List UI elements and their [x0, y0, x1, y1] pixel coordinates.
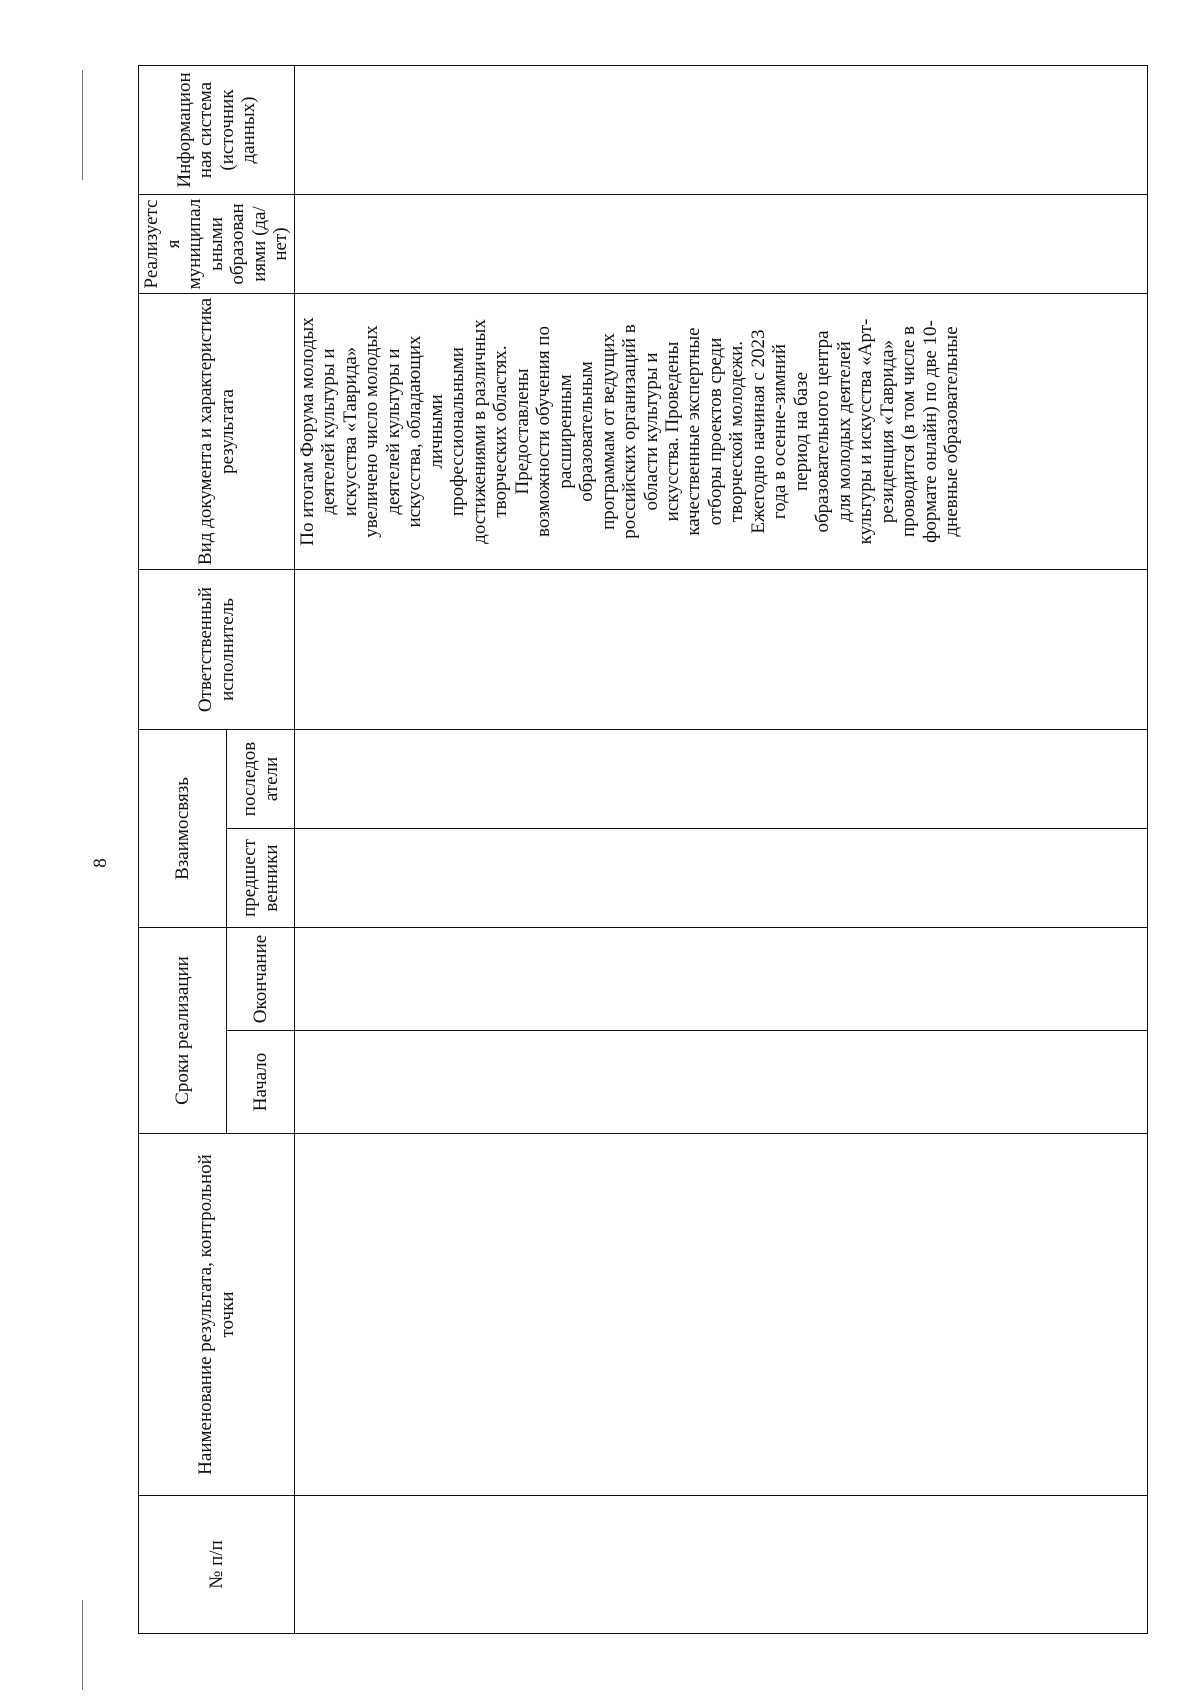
- scan-margin-line-top: [82, 70, 83, 180]
- doc-type-line: увеличено число молодых: [361, 325, 383, 538]
- doc-type-line: культуры и искусства «Арт-: [855, 318, 877, 545]
- doc-type-line: российских организаций в: [619, 324, 641, 539]
- doc-type-line: расширенным: [554, 374, 576, 489]
- doc-type-line: личными: [425, 394, 447, 469]
- doc-type-line: творческих областях.: [490, 345, 512, 518]
- doc-type-line: года в осенне-зимний: [769, 343, 791, 520]
- results-table: [138, 65, 1148, 1634]
- doc-type-line: деятелей культуры и: [382, 348, 404, 515]
- header-info-system: Информацион ная система (источник данных): [139, 66, 295, 195]
- cell-end: [295, 928, 1148, 1031]
- header-terms: Сроки реализации: [139, 928, 227, 1134]
- doc-type-line: отборы проектов среди: [704, 337, 726, 526]
- cell-info-system: [295, 66, 1148, 195]
- doc-type-line: искусства. Проведены: [661, 341, 683, 522]
- header-link: Взаимосвязь: [139, 730, 227, 928]
- doc-type-line: Предоставлены: [511, 368, 533, 495]
- doc-type-line: области культуры и: [640, 352, 662, 511]
- doc-type-line: проводится (в том числе в: [898, 325, 920, 538]
- doc-type-line: искусства «Таврида»: [339, 346, 361, 517]
- doc-type-line: творческой молодежи.: [726, 340, 748, 523]
- doc-type-line: программам от ведущих: [597, 333, 619, 530]
- doc-type-line: По итогам Форума молодых: [297, 317, 318, 546]
- header-municipal: Реализуетс я муниципал ьными образован иями (да/нет): [139, 195, 295, 294]
- cell-successors: [295, 730, 1148, 829]
- scan-margin-line-bottom: [82, 1600, 83, 1690]
- doc-type-line: достижениями в различных: [468, 319, 490, 544]
- doc-type-line: профессиональными: [447, 347, 469, 516]
- doc-type-line: качественные экспертные: [683, 327, 705, 536]
- table-row: [295, 66, 1148, 1634]
- header-end: Окончание: [227, 928, 295, 1031]
- doc-type-line: Ежегодно начиная с 2023: [747, 329, 769, 534]
- doc-type-line: резиденция «Таврида»: [876, 339, 898, 524]
- doc-type-line: возможности обучения по: [533, 326, 555, 537]
- doc-type-line: формате онлайн) по две 10-: [919, 320, 941, 543]
- cell-name: [295, 1134, 1148, 1496]
- doc-type-line: дневные образовательные: [941, 326, 963, 537]
- header-row-1: [139, 66, 227, 1634]
- header-predecessors: предшест венники: [227, 829, 295, 928]
- rotated-page-content: [138, 66, 1148, 1634]
- header-num: № п/п: [139, 1496, 295, 1634]
- header-start: Начало: [227, 1031, 295, 1134]
- page-number: 8: [89, 858, 111, 868]
- header-name: Наименование результата, контрольной точки: [139, 1134, 295, 1496]
- cell-doc-type: [295, 294, 1148, 570]
- cell-start: [295, 1031, 1148, 1134]
- header-responsible: Ответственный исполнитель: [139, 570, 295, 730]
- header-successors: последов атели: [227, 730, 295, 829]
- doc-type-line: для молодых деятелей: [833, 341, 855, 522]
- doc-type-line: образовательного центра: [812, 330, 834, 533]
- doc-type-line: образовательным: [576, 361, 598, 502]
- doc-type-line: период на базе: [790, 371, 812, 492]
- cell-responsible: [295, 570, 1148, 730]
- header-doc-type: Вид документа и характеристика результата: [139, 294, 295, 570]
- cell-num: [295, 1496, 1148, 1634]
- doc-type-line: искусства, обладающих: [404, 335, 426, 528]
- doc-type-line: деятелей культуры и: [318, 348, 340, 515]
- cell-municipal: [295, 195, 1148, 294]
- cell-predecessors: [295, 829, 1148, 928]
